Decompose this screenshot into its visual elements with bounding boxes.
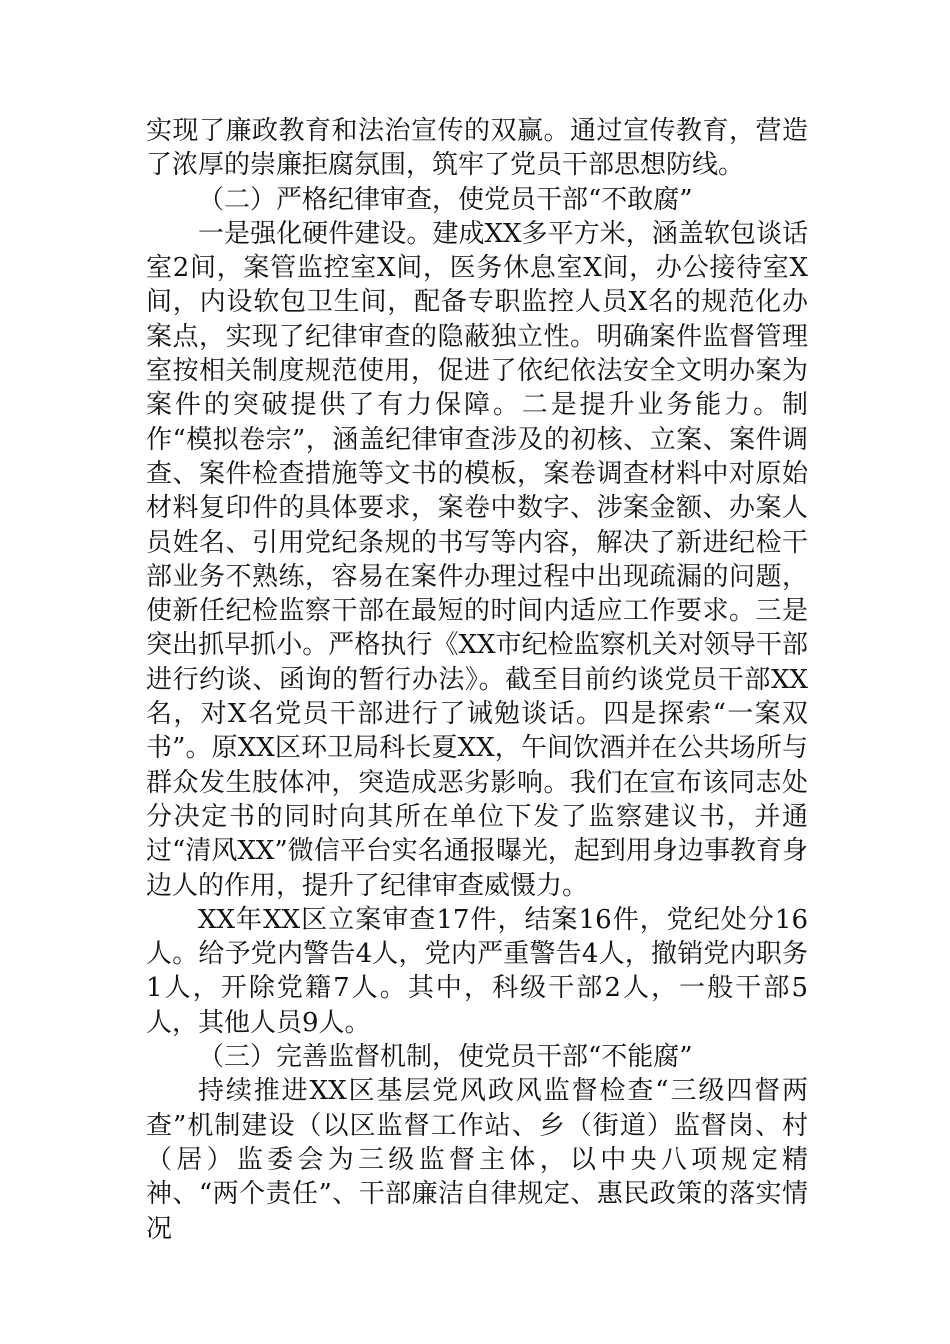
paragraph-case-statistics: XX年XX区立案审查17件，结案16件，党纪处分16人。给予党内警告4人，党内严重警告4人，撤销党内职务1人，开除党籍7人。其中，科级干部2人，一般干部5人，其他人员9人。 [146, 904, 808, 1038]
paragraph-discipline-review: 一是强化硬件建设。建成XX多平方米，涵盖软包谈话室2间，案管监控室X间，医务休息室X间，办公接待室X间，内设软包卫生间，配备专职监控人员X名的规范化办案点，实现了纪律审查的隐蔽独立性。明确案件监督管理室按相关制度规范使用，促进了依纪依法安全文明办案为案件的突破提供了有力保障。二是提升业务能力。制作“模拟卷宗”，涵盖纪律审查涉及的初核、立案、案件调查、案件检查措施等文书的模板，案卷调查材料中对原始材料复印件的具体要求，案卷中数字、涉案金额、办案人员姓名、引用党纪条规的书写等内容，解决了新进纪检干部业务不熟练，容易在案件办理过程中出现疏漏的问题，使新任纪检监察干部在最短的时间内适应工作要求。三是突出抓早抓小。严格执行《XX市纪检监察机关对领导干部进行约谈、函询的暂行办法》。截至目前约谈党员干部XX名，对X名党员干部进行了诫勉谈话。四是探索“一案双书”。原XX区环卫局科长夏XX，午间饮酒并在公共场所与群众发生肢体冲，突造成恶劣影响。我们在宣布该同志处分决定书的同时向其所在单位下发了监察建议书，并通过“清风XX”微信平台实名通报曝光，起到用身边事教育身边人的作用，提升了纪律审查威慑力。 [146, 218, 808, 901]
paragraph-continuation: 实现了廉政教育和法治宣传的双赢。通过宣传教育，营造了浓厚的崇廉拒腐氛围，筑牢了党员干部思想防线。 [146, 116, 808, 181]
section-heading-3: （三）完善监督机制，使党员干部“不能腐” [198, 1042, 693, 1073]
section-heading-2: （二）严格纪律审查，使党员干部“不敢腐” [198, 184, 693, 215]
paragraph-supervision-mechanism: 持续推进XX区基层党风政风监督检查“三级四督两查”机制建设（以区监督工作站、乡（街道）监督岗、村（居）监委会为三级监督主体，以中央八项规定精神、“两个责任”、干部廉洁自律规定、惠民政策的落实情况 [146, 1076, 808, 1244]
document-body [146, 114, 808, 1246]
